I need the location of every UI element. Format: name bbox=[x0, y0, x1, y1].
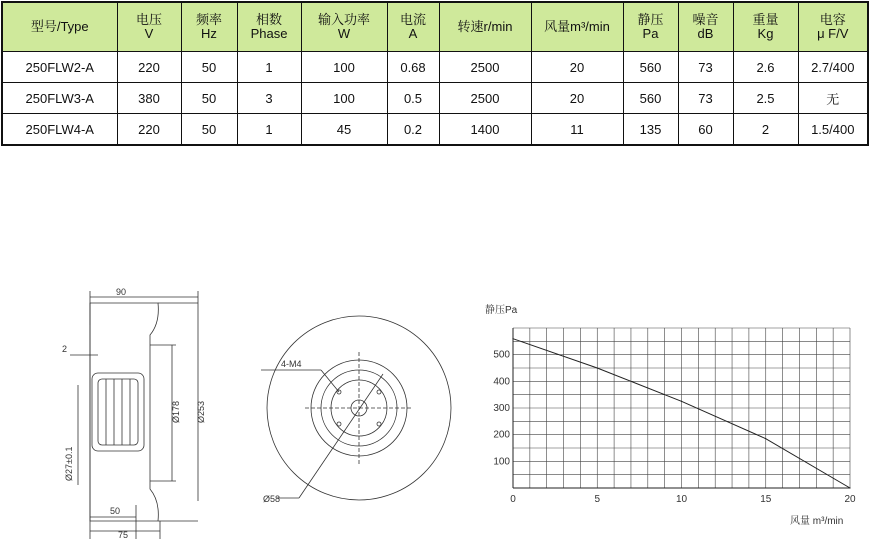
dim-50-label: 50 bbox=[110, 506, 121, 516]
y-tick-label: 500 bbox=[493, 349, 510, 361]
table-cell: 560 bbox=[623, 52, 678, 83]
y-axis-title: 静压Pa bbox=[485, 305, 518, 316]
table-cell: 20 bbox=[531, 52, 623, 83]
col-header-input-power: 输入功率 W bbox=[301, 2, 387, 52]
col-header-voltage: 电压 V bbox=[117, 2, 181, 52]
table-cell: 45 bbox=[301, 114, 387, 146]
table-cell: 100 bbox=[301, 52, 387, 83]
col-header-noise: 噪音 dB bbox=[678, 2, 733, 52]
col-header-speed: 转速r/min bbox=[439, 2, 531, 52]
col-header-airflow: 风量m³/min bbox=[531, 2, 623, 52]
x-tick-label: 10 bbox=[675, 494, 688, 505]
table-cell: 135 bbox=[623, 114, 678, 146]
spec-table bbox=[1, 1, 869, 146]
front-4m4-label: 4-M4 bbox=[281, 359, 302, 369]
table-cell: 2.6 bbox=[733, 52, 798, 83]
series-point bbox=[765, 438, 766, 439]
y-tick-label: 100 bbox=[493, 456, 510, 468]
table-cell: 73 bbox=[678, 52, 733, 83]
x-tick-label: 5 bbox=[594, 494, 601, 505]
table-cell: 1.5/400 bbox=[798, 114, 868, 146]
table-cell: 2500 bbox=[439, 83, 531, 114]
dim-75-label: 75 bbox=[118, 530, 129, 540]
table-cell: 50 bbox=[181, 83, 237, 114]
table-cell: 1 bbox=[237, 114, 301, 146]
table-cell: 11 bbox=[531, 114, 623, 146]
y-tick-label: 400 bbox=[493, 376, 510, 388]
x-tick-label: 0 bbox=[510, 494, 516, 505]
table-cell: 无 bbox=[798, 83, 868, 114]
dim-27-label: Ø27±0.1 bbox=[64, 446, 74, 481]
table-cell: 250FLW2-A bbox=[2, 52, 117, 83]
side-view-drawing bbox=[50, 285, 230, 540]
table-cell: 250FLW3-A bbox=[2, 83, 117, 114]
table-cell: 2500 bbox=[439, 52, 531, 83]
col-header-frequency: 频率 Hz bbox=[181, 2, 237, 52]
table-cell: 60 bbox=[678, 114, 733, 146]
table-cell: 1 bbox=[237, 52, 301, 83]
table-cell: 220 bbox=[117, 114, 181, 146]
table-cell: 2 bbox=[733, 114, 798, 146]
x-tick-label: 15 bbox=[760, 494, 772, 505]
front-58-label: Ø58 bbox=[263, 494, 281, 504]
front-view-drawing bbox=[255, 300, 465, 515]
series-point bbox=[512, 338, 513, 339]
table-cell: 100 bbox=[301, 83, 387, 114]
col-header-phase: 相数 Phase bbox=[237, 2, 301, 52]
dim-2-label: 2 bbox=[62, 344, 68, 354]
x-axis-title: 风量 m³/min bbox=[790, 516, 844, 527]
table-header-row bbox=[2, 2, 868, 52]
table-row bbox=[2, 83, 868, 114]
table-cell: 0.2 bbox=[387, 114, 439, 146]
table-cell: 2.5 bbox=[733, 83, 798, 114]
col-header-static-pressure: 静压 Pa bbox=[623, 2, 678, 52]
col-header-weight: 重量 Kg bbox=[733, 2, 798, 52]
table-cell: 3 bbox=[237, 83, 301, 114]
table-row bbox=[2, 114, 868, 146]
table-cell: 220 bbox=[117, 52, 181, 83]
dim-178-label: Ø178 bbox=[171, 400, 181, 423]
performance-chart bbox=[485, 300, 870, 535]
table-cell: 380 bbox=[117, 83, 181, 114]
table-cell: 20 bbox=[531, 83, 623, 114]
table-cell: 0.5 bbox=[387, 83, 439, 114]
table-cell: 50 bbox=[181, 114, 237, 146]
col-header-current: 电流 A bbox=[387, 2, 439, 52]
col-header-type: 型号/Type bbox=[2, 2, 117, 52]
table-cell: 0.68 bbox=[387, 52, 439, 83]
table-cell: 50 bbox=[181, 52, 237, 83]
y-tick-label: 200 bbox=[493, 429, 510, 441]
table-cell: 250FLW4-A bbox=[2, 114, 117, 146]
series-point bbox=[681, 401, 682, 402]
series-point bbox=[597, 367, 598, 368]
table-cell: 560 bbox=[623, 83, 678, 114]
table-cell: 73 bbox=[678, 83, 733, 114]
y-tick-label: 300 bbox=[493, 403, 510, 414]
series-point bbox=[849, 487, 850, 488]
table-cell: 1400 bbox=[439, 114, 531, 146]
col-header-capacitor: 电容 μ F/V bbox=[798, 2, 868, 52]
x-tick-label: 20 bbox=[844, 494, 856, 505]
table-cell: 2.7/400 bbox=[798, 52, 868, 83]
dim-253-label: Ø253 bbox=[196, 400, 206, 423]
dim-90-label: 90 bbox=[116, 287, 127, 297]
table-row bbox=[2, 52, 868, 83]
